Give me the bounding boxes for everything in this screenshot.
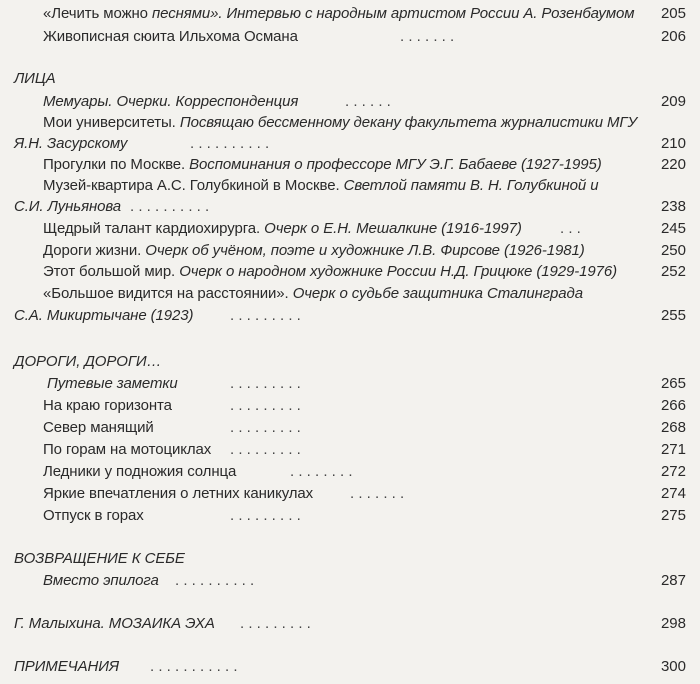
toc-entry (0, 462, 700, 482)
toc-entry-title (43, 462, 236, 482)
toc-entry-title-part: Посвящаю бессменному декану факультета журналистики МГУ (179, 114, 637, 131)
toc-entry-title-part: Мемуары. Очерки. Корреспонденция (43, 93, 299, 110)
toc-entry-title-part: ПРИМЕЧАНИЯ (14, 658, 119, 675)
toc-entry-title-part: Этот большой мир. (43, 263, 180, 280)
toc-entry-page-number: 275 (660, 507, 686, 524)
toc-entry-title-part: «Большое видится на расстоянии». (43, 285, 293, 302)
toc-entry-title-part: Очерк о Е.Н. Мешалкине (1916-1997) (264, 220, 522, 237)
toc-entry (0, 155, 700, 175)
toc-entry (0, 484, 700, 504)
toc-entry-page-number: 274 (660, 485, 686, 502)
toc-entry (0, 69, 700, 89)
toc-entry (0, 352, 700, 372)
toc-entry-page-number: 252 (660, 263, 686, 280)
toc-entry-title-part: Яркие впечатления о летних каникулах (43, 485, 314, 502)
toc-entry-title-part: Вместо эпилога (43, 572, 159, 589)
toc-entry-leader-dots: . . . . . . . . . (230, 441, 301, 458)
toc-entry (0, 571, 700, 591)
toc-entry (0, 197, 700, 217)
toc-entry (0, 134, 700, 154)
toc-entry-page-number: 205 (660, 5, 686, 22)
toc-entry-leader-dots: . . . . . . . . . (230, 507, 301, 524)
toc-entry (0, 27, 700, 47)
toc-entry-title-part: Путевые заметки (47, 375, 178, 392)
toc-entry (0, 374, 700, 394)
toc-entry-title (47, 374, 178, 394)
toc-entry-title-part: . Интервью с народным артистом России А. Розенбаумом (218, 5, 635, 22)
toc-entry (0, 306, 700, 326)
toc-entry-leader-dots: . . . . . . . (350, 485, 405, 502)
toc-entry-leader-dots: . . . (560, 220, 581, 237)
toc-entry-page-number: 206 (660, 28, 686, 45)
toc-entry-title-part: На краю горизонта (43, 397, 172, 414)
toc-entry (0, 113, 700, 133)
toc-entry-title (14, 549, 185, 569)
toc-entry (0, 92, 700, 112)
toc-entry-title-part: Щедрый талант кардиохирурга. (43, 220, 265, 237)
toc-entry-leader-dots: . . . . . . . . . (230, 307, 301, 324)
toc-entry-page-number: 287 (660, 572, 686, 589)
toc-entry-title-part: ВОЗВРАЩЕНИЕ К СЕБЕ (14, 550, 185, 567)
toc-entry-title-part: Воспоминания о профессоре МГУ Э.Г. Бабаеве (1927-1995) (189, 156, 602, 173)
toc-entry-title-part: Музей-квартира А.С. Голубкиной в Москве. (43, 177, 344, 194)
toc-entry (0, 614, 700, 634)
toc-entry-title (43, 4, 634, 24)
toc-entry-title-part: С.А. Микиртычане (1923) (14, 307, 194, 324)
toc-entry-title (43, 113, 637, 133)
toc-entry-page-number: 220 (660, 156, 686, 173)
toc-entry-page-number: 209 (660, 93, 686, 110)
toc-entry-title (43, 484, 313, 504)
toc-entry-page-number: 272 (660, 463, 686, 480)
toc-entry-leader-dots: . . . . . . . (400, 28, 455, 45)
toc-entry-page-number: 266 (660, 397, 686, 414)
toc-entry-title (43, 155, 602, 175)
toc-entry-title-part: Очерк о судьбе защитника Сталинграда (292, 285, 583, 302)
toc-entry (0, 549, 700, 569)
toc-entry-page-number: 245 (660, 220, 686, 237)
toc-entry-page-number: 271 (660, 441, 686, 458)
toc-entry-leader-dots: . . . . . . . . . . (130, 198, 210, 215)
toc-entry-title (43, 506, 144, 526)
toc-entry (0, 219, 700, 239)
toc-entry-title-part: Мои университеты. (43, 114, 180, 131)
toc-entry-title (14, 69, 56, 89)
toc-entry-leader-dots: . . . . . . (345, 93, 391, 110)
toc-entry-title (43, 27, 298, 47)
toc-entry-title (14, 657, 119, 677)
toc-entry-leader-dots: . . . . . . . . . . (190, 135, 270, 152)
toc-entry-title (43, 440, 211, 460)
toc-entry-leader-dots: . . . . . . . . . (230, 419, 301, 436)
toc-entry (0, 241, 700, 261)
toc-entry-title (43, 92, 298, 112)
toc-entry (0, 657, 700, 677)
toc-entry-title-part: ДОРОГИ, ДОРОГИ… (14, 353, 162, 370)
toc-entry-title (14, 306, 193, 326)
toc-entry-title (43, 396, 172, 416)
toc-entry-leader-dots: . . . . . . . . . . (175, 572, 255, 589)
toc-entry-page-number: 238 (660, 198, 686, 215)
toc-entry-page-number: 250 (660, 242, 686, 259)
toc-entry (0, 262, 700, 282)
toc-entry-title-part: Север манящий (43, 419, 154, 436)
toc-entry-leader-dots: . . . . . . . . . (230, 375, 301, 392)
toc-entry (0, 284, 700, 304)
toc-entry-title (14, 134, 127, 154)
toc-entry-leader-dots: . . . . . . . . (290, 463, 353, 480)
toc-entry-title (14, 352, 161, 372)
toc-entry-title (43, 571, 159, 591)
toc-entry-title-part: С.И. Луньянова (14, 198, 122, 215)
toc-entry-title-part: «Лечить можно (43, 5, 152, 22)
toc-entry-title-part: Отпуск в горах (43, 507, 144, 524)
toc-entry-title (43, 284, 583, 304)
toc-entry-page-number: 210 (660, 135, 686, 152)
toc-entry-leader-dots: . . . . . . . . . (230, 397, 301, 414)
toc-entry (0, 418, 700, 438)
toc-entry-title-part: Светлой памяти В. Н. Голубкиной и (343, 177, 599, 194)
toc-entry (0, 4, 700, 24)
toc-entry-page-number: 265 (660, 375, 686, 392)
toc-entry-title-part: Дороги жизни. (43, 242, 146, 259)
toc-entry-title (43, 219, 522, 239)
toc-entry (0, 440, 700, 460)
toc-entry-page-number: 300 (660, 658, 686, 675)
toc-entry-page-number: 298 (660, 615, 686, 632)
toc-entry-page-number: 255 (660, 307, 686, 324)
toc-entry-title-part: ЛИЦА (14, 70, 56, 87)
toc-entry-title (43, 418, 154, 438)
toc-entry-page-number: 268 (660, 419, 686, 436)
toc-entry-title (14, 197, 121, 217)
toc-entry-title (43, 241, 585, 261)
toc-entry-title-part: Очерк об учёном, поэте и художнике Л.В. Фирсове (1926-1981) (145, 242, 585, 259)
toc-entry-title (43, 262, 617, 282)
toc-entry-leader-dots: . . . . . . . . . . . (150, 658, 238, 675)
toc-entry (0, 506, 700, 526)
toc-entry-title-part: Я.Н. Засурскому (14, 135, 128, 152)
toc-entry-title-part: песнями» (152, 5, 219, 22)
toc-entry-title (14, 614, 215, 634)
toc-entry-title-part: Прогулки по Москве. (43, 156, 190, 173)
toc-entry-title-part: Очерк о народном художнике России Н.Д. Грицюке (1929-1976) (179, 263, 617, 280)
toc-entry-title-part: Живописная сюита Ильхома Османа (43, 28, 298, 45)
toc-entry (0, 176, 700, 196)
toc-entry-title-part: Ледники у подножия солнца (43, 463, 237, 480)
toc-entry-title-part: Г. Малыхина. МОЗАИКА ЭХА (14, 615, 215, 632)
toc-entry-leader-dots: . . . . . . . . . (240, 615, 311, 632)
toc-entry-title-part: По горам на мотоциклах (43, 441, 212, 458)
toc-entry-title (43, 176, 598, 196)
toc-entry (0, 396, 700, 416)
